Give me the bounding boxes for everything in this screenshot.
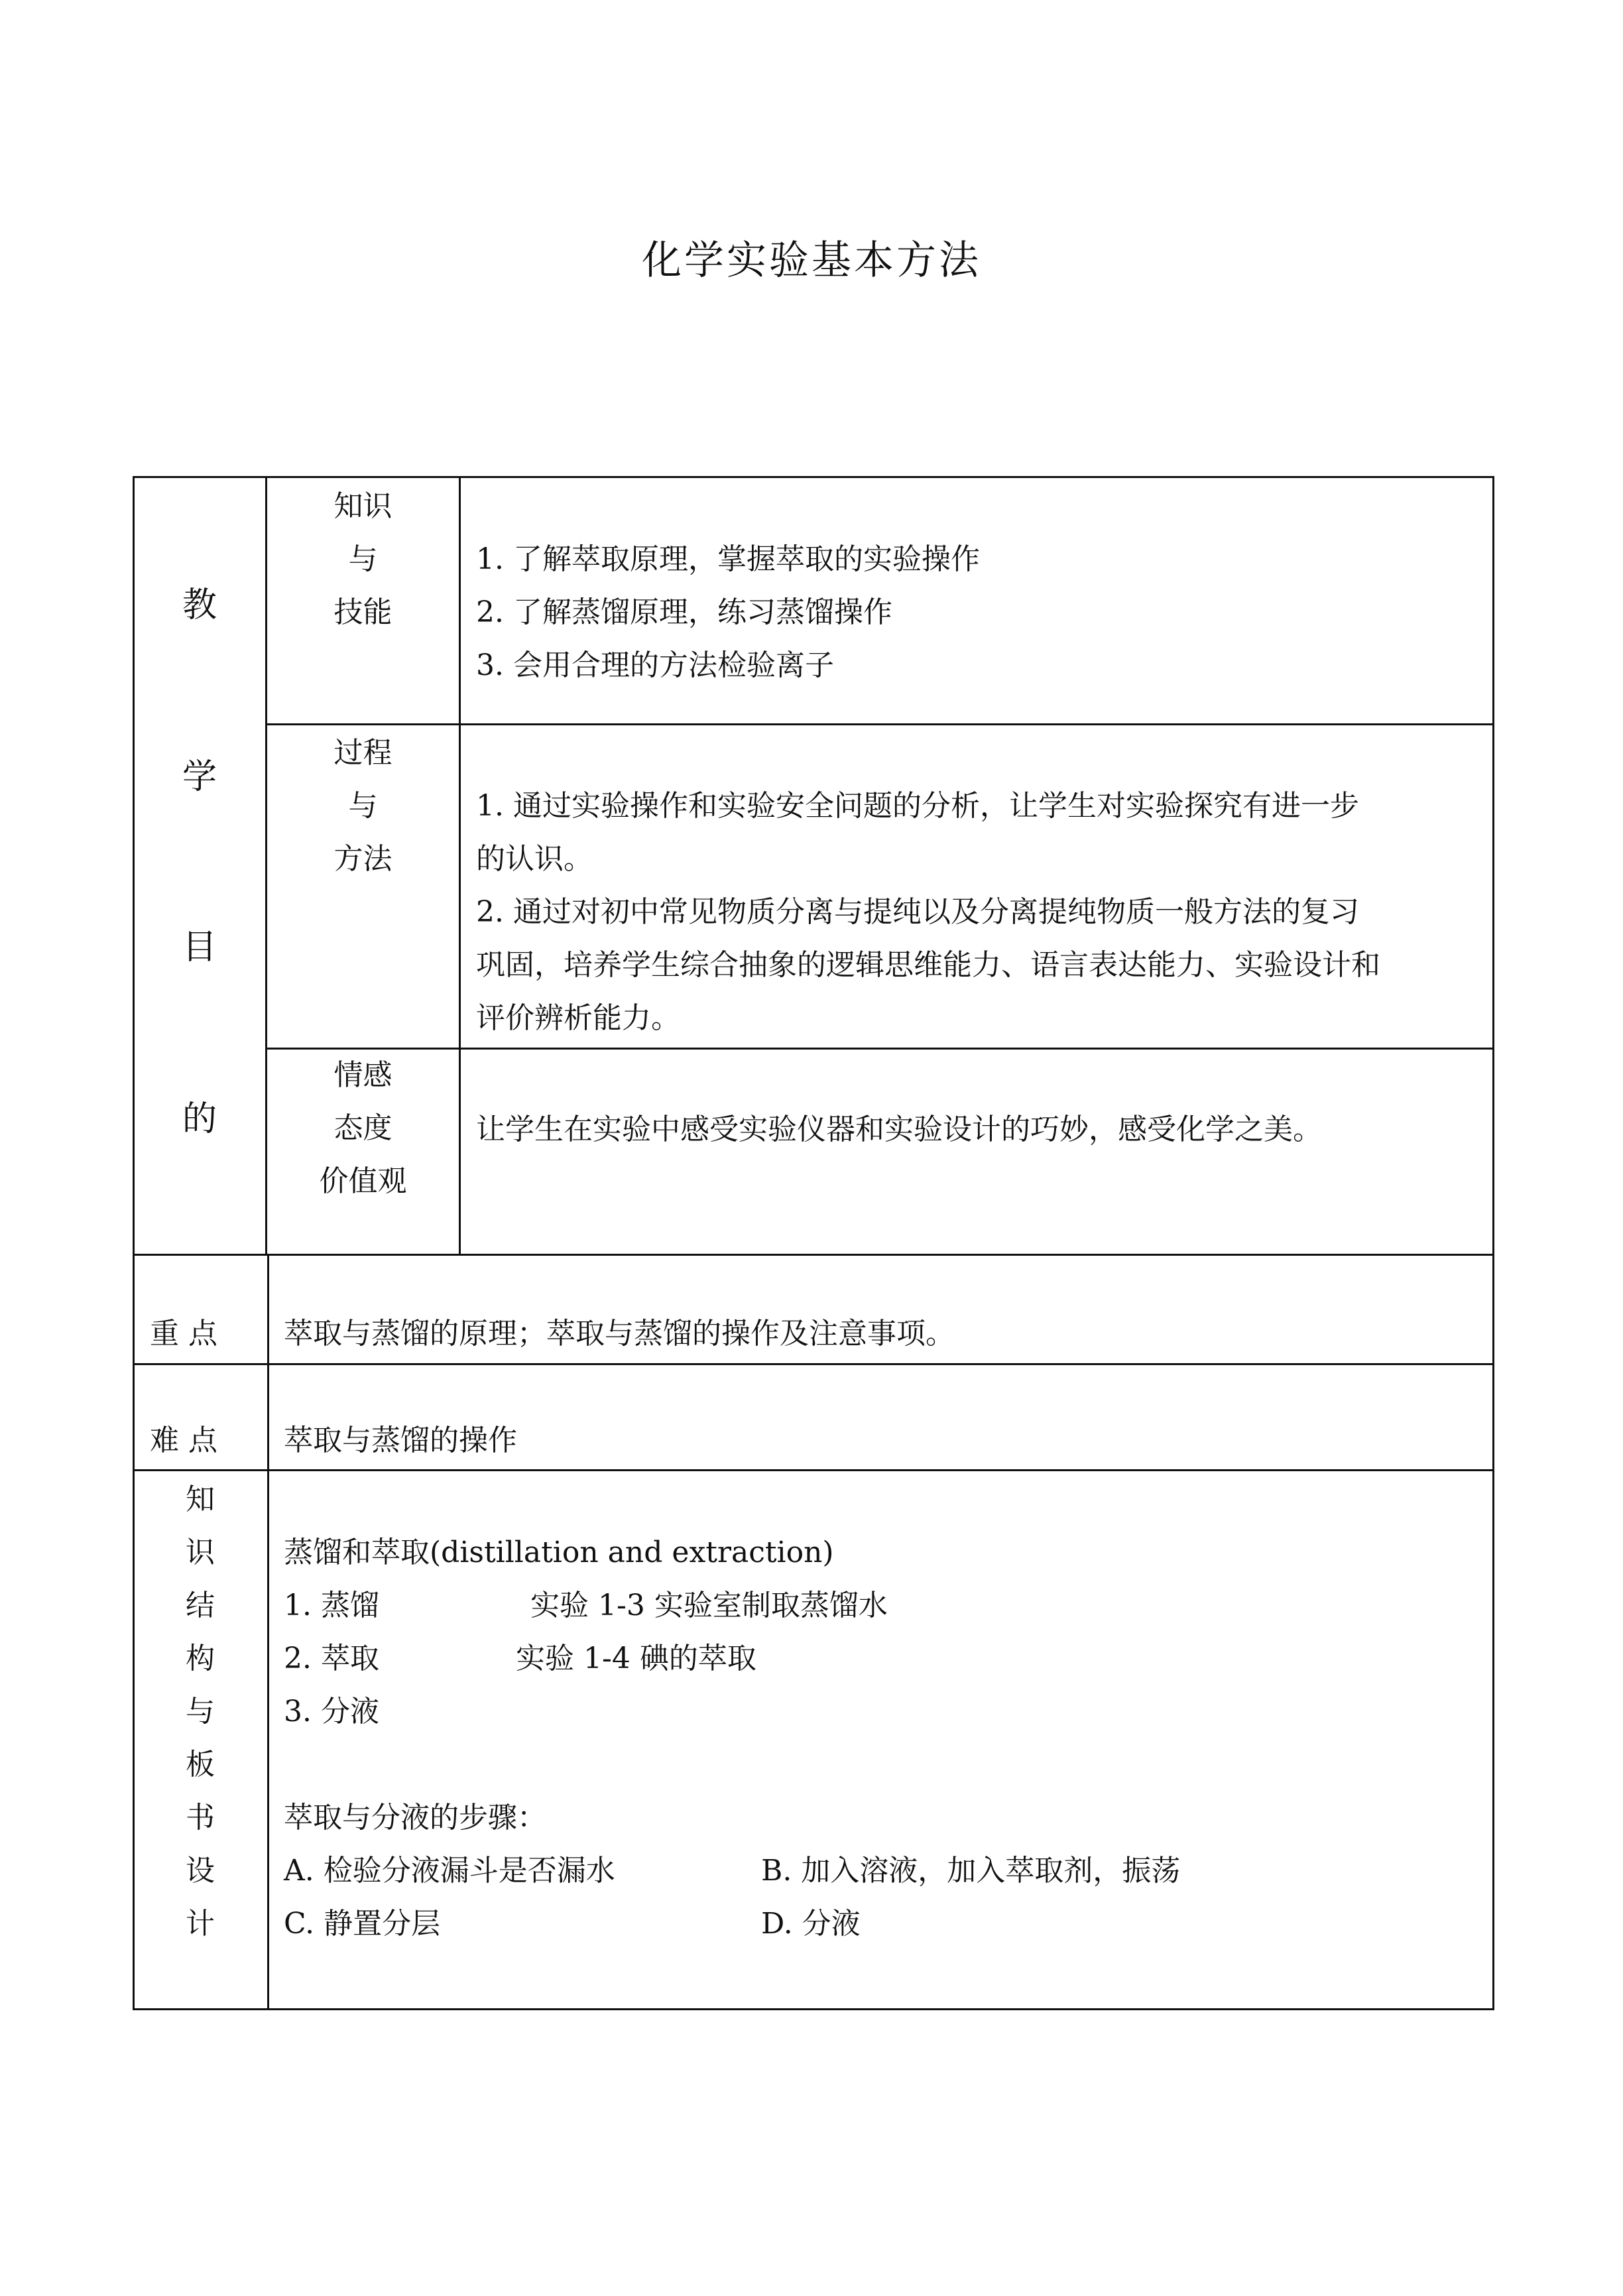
structure-label-char: 识 [186, 1536, 215, 1569]
table-border-right [1492, 476, 1494, 2010]
table-border-bottom [133, 2008, 1494, 2010]
table-border-left [133, 476, 135, 2010]
step-d: D. 分液 [761, 1907, 861, 1941]
difficult-points-text: 萃取与蒸馏的操作 [284, 1423, 517, 1457]
knowledge-item: 2. 了解蒸馏原理，练习蒸馏操作 [476, 595, 892, 629]
structure-label-char: 知 [186, 1482, 215, 1516]
knowledge-item: 3. 会用合理的方法检验离子 [476, 648, 834, 682]
step-a: A. 检验分液漏斗是否漏水 [284, 1854, 615, 1888]
steps-heading: 萃取与分液的步骤： [284, 1801, 546, 1835]
divider-row-process [265, 1048, 1494, 1050]
divider-row-difficult [133, 1469, 1494, 1471]
divider-row-keypoints [133, 1363, 1494, 1365]
key-points-text: 萃取与蒸馏的原理；萃取与蒸馏的操作及注意事项。 [284, 1317, 955, 1351]
divider-col2 [459, 476, 461, 1255]
process-text-line: 评价辨析能力。 [476, 1001, 680, 1035]
table-border-top [133, 476, 1494, 478]
process-text-line: 2. 通过对初中常见物质分离与提纯以及分离提纯物质一般方法的复习 [476, 895, 1359, 929]
process-text-line: 的认识。 [476, 842, 593, 876]
knowledge-label: 与 [348, 542, 378, 576]
objectives-label-char: 目 [182, 928, 217, 967]
structure-label-char: 构 [186, 1642, 215, 1675]
structure-label-char: 计 [186, 1907, 215, 1941]
emotion-label: 价值观 [319, 1164, 407, 1198]
structure-label-char: 书 [186, 1801, 215, 1835]
objectives-label-char: 学 [182, 757, 217, 797]
knowledge-item: 1. 了解萃取原理，掌握萃取的实验操作 [476, 542, 980, 576]
process-text-line: 巩固，培养学生综合抽象的逻辑思维能力、语言表达能力、实验设计和 [476, 948, 1380, 982]
emotion-label: 态度 [333, 1111, 392, 1145]
emotion-label: 情感 [333, 1058, 392, 1092]
step-b: B. 加入溶液，加入萃取剂，振荡 [761, 1854, 1181, 1888]
difficult-points-label: 难 点 [150, 1423, 217, 1457]
divider-col1-lower [267, 1255, 269, 2010]
knowledge-label: 知识 [333, 489, 392, 523]
structure-item-experiment: 实验 1-3 实验室制取蒸馏水 [530, 1589, 888, 1622]
structure-item-name: 2. 萃取 [284, 1642, 379, 1675]
structure-label-char: 板 [186, 1748, 215, 1782]
knowledge-label: 技能 [333, 595, 392, 629]
divider-row-knowledge [265, 723, 1494, 725]
objectives-label-char: 教 [182, 585, 217, 625]
key-points-label: 重 点 [150, 1317, 217, 1351]
structure-item-experiment: 实验 1-4 碘的萃取 [516, 1642, 756, 1675]
structure-item-name: 3. 分液 [284, 1695, 379, 1728]
process-label: 与 [348, 789, 378, 823]
process-text-line: 1. 通过实验操作和实验安全问题的分析，让学生对实验探究有进一步 [476, 789, 1359, 823]
divider-row-objectives [133, 1254, 1494, 1256]
structure-item-name: 1. 蒸馏 [284, 1589, 379, 1622]
structure-label-char: 与 [186, 1695, 215, 1728]
objectives-label-char: 的 [182, 1099, 217, 1139]
emotion-text: 让学生在实验中感受实验仪器和实验设计的巧妙，感受化学之美。 [476, 1113, 1322, 1146]
process-label: 方法 [333, 842, 392, 876]
process-label: 过程 [333, 736, 392, 770]
structure-label-char: 结 [186, 1589, 215, 1622]
structure-label-char: 设 [186, 1854, 215, 1888]
page-title: 化学实验基本方法 [642, 237, 981, 284]
structure-heading: 蒸馏和萃取(distillation and extraction) [284, 1536, 834, 1569]
step-c: C. 静置分层 [284, 1907, 441, 1941]
